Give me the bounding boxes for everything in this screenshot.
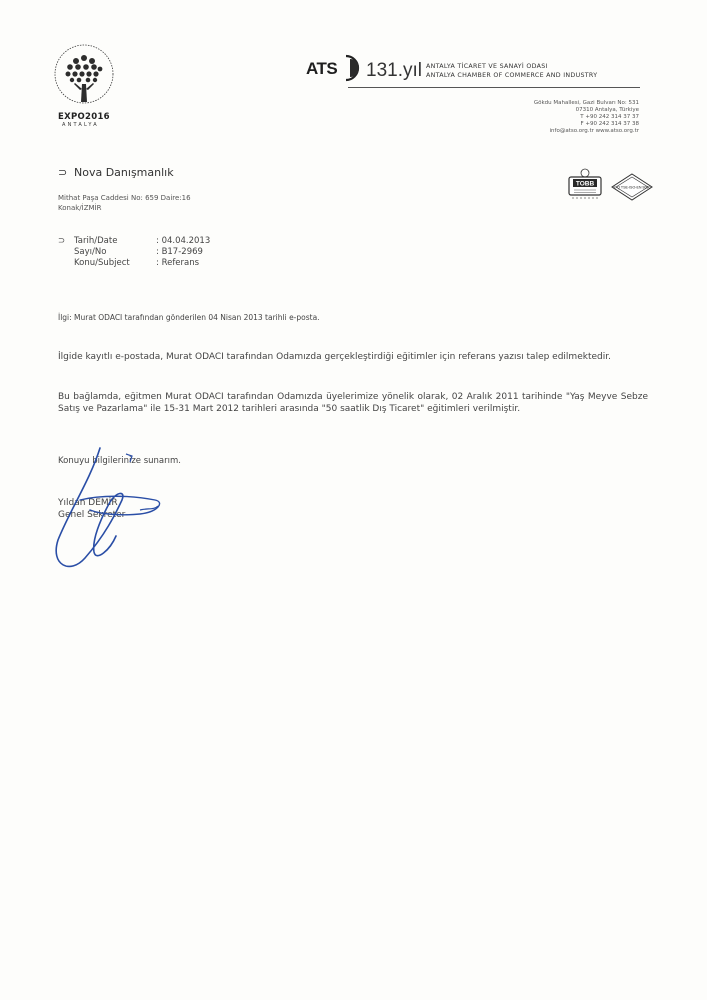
number-label: Sayı/No	[74, 247, 107, 257]
meta-subject-row	[58, 258, 210, 269]
ats-logo-text: ATS	[306, 59, 338, 78]
ats-years-text: 131.yıl	[366, 60, 422, 81]
iso-logo-text: K-Q TSE-ISO-EN 9000	[613, 185, 651, 190]
subject-value: : Referans	[156, 258, 200, 268]
recipient-name: Nova Danışmanlık	[74, 166, 174, 179]
org-name-en: ANTALYA CHAMBER OF COMMERCE AND INDUSTRY	[426, 72, 598, 79]
tobb-logo	[566, 168, 604, 201]
subject-label: Konu/Subject	[74, 258, 130, 268]
fax-line: F +90 242 314 37 38	[580, 121, 639, 127]
number-value: : B17-2969	[156, 247, 203, 257]
recipient-address-line: Mithat Paşa Caddesi No: 659 Daire:16	[58, 194, 191, 202]
phone-line: T +90 242 314 37 37	[580, 114, 639, 120]
expo-logo-subtext: ANTALYA	[62, 122, 99, 128]
body-paragraph: İlgide kayıtlı e-postada, Murat ODACI tarafından Odamızda gerçekleştirdiği eğitimler için referans yazısı talep edilmektedir.	[58, 352, 611, 362]
address-line: 07310 Antalya, Türkiye	[575, 107, 639, 113]
meta-number-row	[58, 247, 210, 258]
bullet-icon: ⊃	[58, 236, 66, 246]
bullet-icon: ⊃	[58, 166, 68, 179]
date-label: Tarih/Date	[74, 236, 118, 246]
handwritten-signature	[30, 440, 190, 580]
org-address	[534, 100, 639, 135]
signatory-title: Genel Sekreter	[58, 510, 126, 520]
closing-line: Konuyu bilgilerinize sunarım.	[58, 456, 181, 466]
expo-logo-text: EXPO2016	[58, 112, 110, 122]
tse-iso-logo	[610, 172, 654, 202]
meta-date-row	[58, 236, 210, 247]
body-paragraph: Bu bağlamda, eğitmen Murat ODACI tarafından Odamızda üyelerimize yönelik olarak, 02 Aralık 2011 tarihinde "Yaş Meyve Sebze Satış ve Pazarlama" ile 15-31 Mart 2012 tarihleri arasında "50 saatlik Dış Ticaret" eğitimleri verilmiştir.	[58, 392, 648, 414]
contact-line: info@atso.org.tr www.atso.org.tr	[549, 128, 639, 134]
reference-line: İlgi: Murat ODACI tarafından gönderilen 04 Nisan 2013 tarihli e-posta.	[58, 313, 320, 322]
letter-meta	[58, 236, 210, 269]
tobb-logo-text: TOBB	[575, 180, 595, 188]
recipient-name-line	[58, 166, 174, 179]
org-name-tr: ANTALYA TİCARET VE SANAYİ ODASI	[426, 63, 548, 70]
date-value: : 04.04.2013	[156, 236, 211, 246]
address-line: Gökdu Mahallesi, Gazi Bulvarı No: 531	[533, 100, 639, 106]
header-divider	[348, 87, 640, 88]
signatory-name: Yıldan DEMİR	[58, 498, 118, 508]
recipient-address-line: Konak/İZMİR	[58, 204, 102, 212]
recipient-address	[58, 193, 191, 213]
